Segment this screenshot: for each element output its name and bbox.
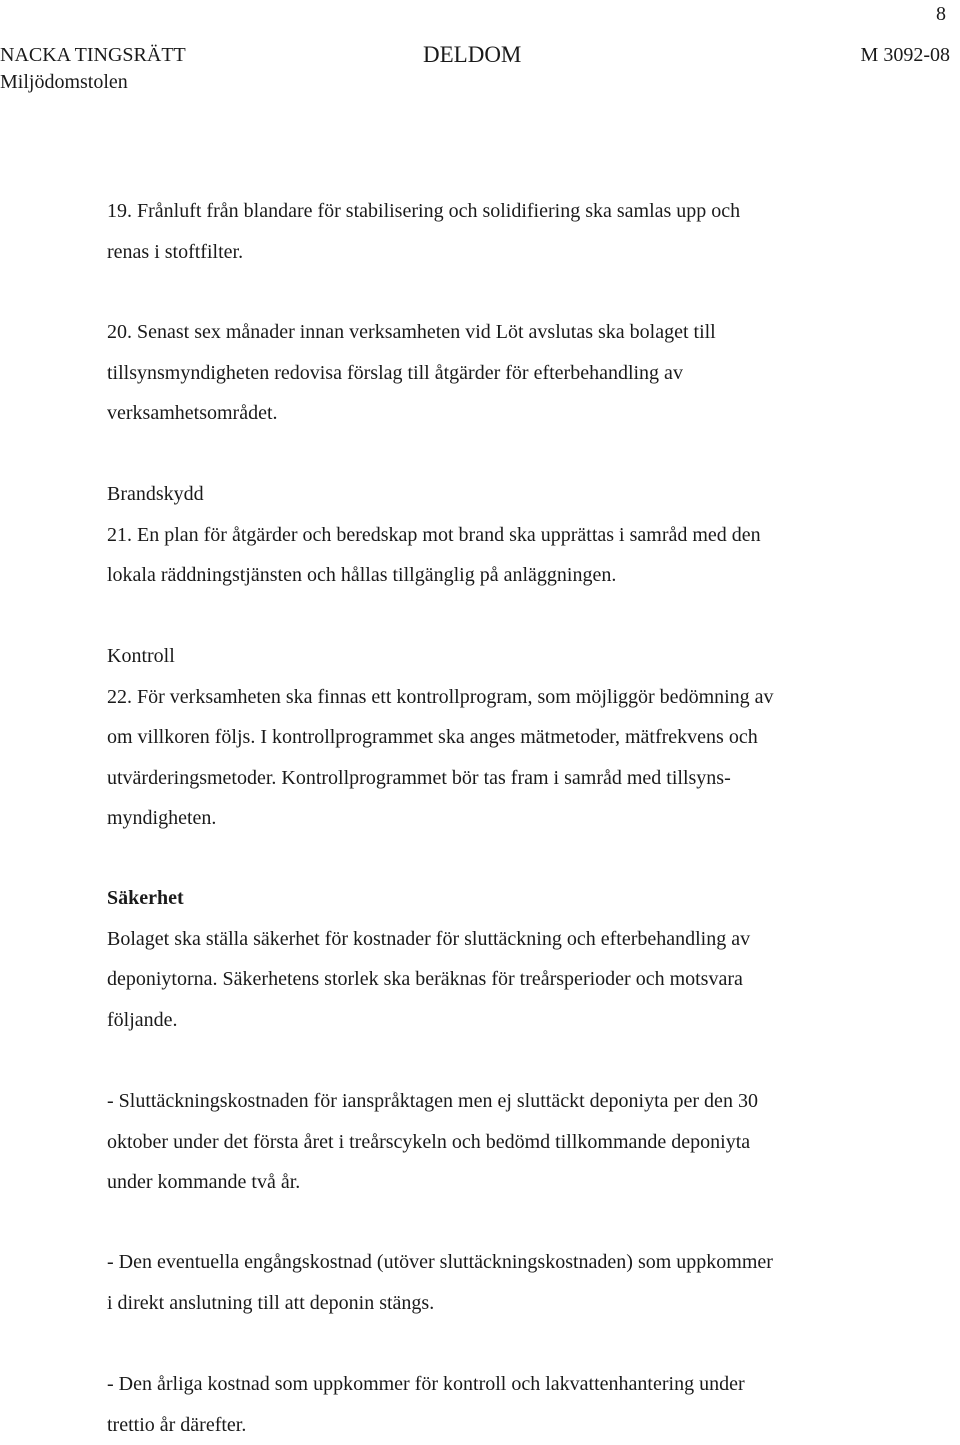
section-kontroll xyxy=(107,636,897,839)
case-number: M 3092-08 xyxy=(861,43,950,67)
document-type: DELDOM xyxy=(423,43,521,67)
text-line: verksamhetsområdet. xyxy=(107,393,897,434)
text-line: 21. En plan för åtgärder och beredskap mot brand ska upprättas i samråd med den xyxy=(107,515,897,556)
text-line: om villkoren följs. I kontrollprogrammet ska anges mätmetoder, mätfrekvens och xyxy=(107,717,897,758)
court-name: NACKA TINGSRÄTT xyxy=(0,43,186,67)
text-line: lokala räddningstjänsten och hållas tillgänglig på anläggningen. xyxy=(107,555,897,596)
text-line: Bolaget ska ställa säkerhet för kostnader för sluttäckning och efterbehandling av xyxy=(107,919,897,960)
text-line: under kommande två år. xyxy=(107,1162,897,1203)
security-item-3 xyxy=(107,1364,897,1445)
text-line: deponiytorna. Säkerhetens storlek ska beräknas för treårsperioder och motsvara xyxy=(107,959,897,1000)
text-line: tillsynsmyndigheten redovisa förslag till åtgärder för efterbehandling av xyxy=(107,353,897,394)
text-line: 20. Senast sex månader innan verksamheten vid Löt avslutas ska bolaget till xyxy=(107,312,897,353)
text-line: - Den eventuella engångskostnad (utöver sluttäckningskostnaden) som uppkommer xyxy=(107,1242,897,1283)
section-heading: Säkerhet xyxy=(107,878,897,919)
text-line: renas i stoftfilter. xyxy=(107,232,897,273)
security-item-1 xyxy=(107,1081,897,1203)
security-item-2 xyxy=(107,1242,897,1323)
court-division: Miljödomstolen xyxy=(0,70,128,94)
page-number: 8 xyxy=(936,2,946,26)
text-line: - Den årliga kostnad som uppkommer för kontroll och lakvattenhantering under xyxy=(107,1364,897,1405)
section-heading: Brandskydd xyxy=(107,474,897,515)
condition-19 xyxy=(107,191,897,272)
section-sakerhet xyxy=(107,878,897,1040)
text-line: 22. För verksamheten ska finnas ett kontrollprogram, som möjliggör bedömning av xyxy=(107,677,897,718)
section-heading: Kontroll xyxy=(107,636,897,677)
section-brandskydd xyxy=(107,474,897,596)
text-line: i direkt anslutning till att deponin stängs. xyxy=(107,1283,897,1324)
text-line: utvärderingsmetoder. Kontrollprogrammet bör tas fram i samråd med tillsyns- xyxy=(107,758,897,799)
text-line: oktober under det första året i treårscykeln och bedömd tillkommande deponiyta xyxy=(107,1122,897,1163)
condition-20 xyxy=(107,312,897,434)
text-line: följande. xyxy=(107,1000,897,1041)
text-line: - Sluttäckningskostnaden för ianspråktagen men ej sluttäckt deponiyta per den 30 xyxy=(107,1081,897,1122)
text-line: myndigheten. xyxy=(107,798,897,839)
text-line: 19. Frånluft från blandare för stabilisering och solidifiering ska samlas upp och xyxy=(107,191,897,232)
text-line: trettio år därefter. xyxy=(107,1405,897,1445)
